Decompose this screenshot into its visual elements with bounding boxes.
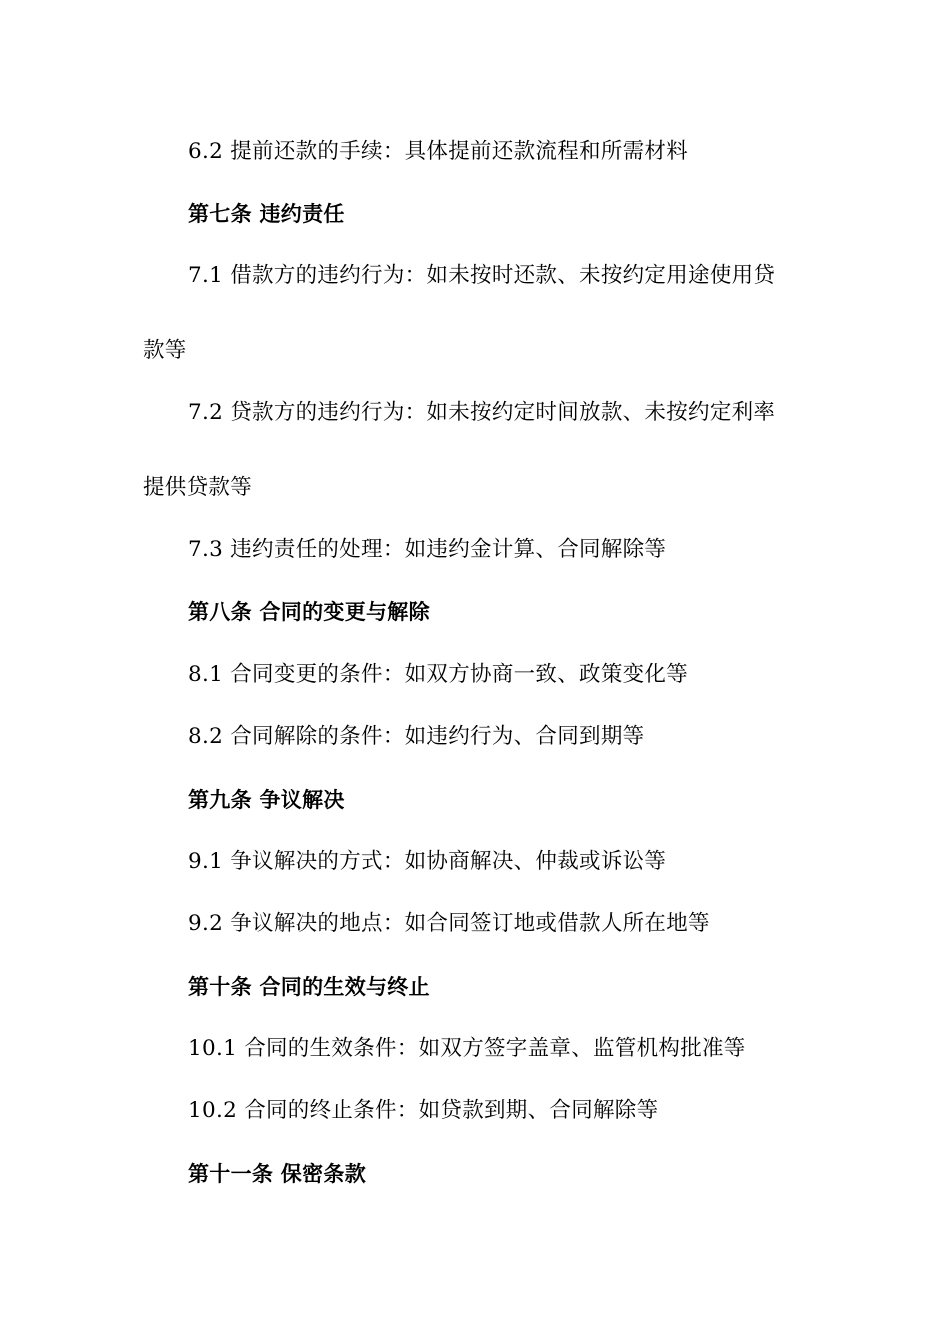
clause-7-1-continuation: 款等 [143, 338, 187, 363]
article-10-heading: 第十条 合同的生效与终止 [188, 975, 430, 999]
article-11-heading: 第十一条 保密条款 [188, 1162, 367, 1186]
clause-10-2: 10.2 合同的终止条件：如贷款到期、合同解除等 [188, 1098, 659, 1123]
clause-6-2: 6.2 提前还款的手续：具体提前还款流程和所需材料 [188, 139, 689, 164]
clause-8-2: 8.2 合同解除的条件：如违约行为、合同到期等 [188, 724, 645, 749]
article-8-heading: 第八条 合同的变更与解除 [188, 600, 430, 624]
clause-7-2-continuation: 提供贷款等 [143, 475, 253, 500]
clause-8-1: 8.1 合同变更的条件：如双方协商一致、政策变化等 [188, 662, 689, 687]
clause-7-2: 7.2 贷款方的违约行为：如未按约定时间放款、未按约定利率 [188, 400, 776, 425]
clause-7-1: 7.1 借款方的违约行为：如未按时还款、未按约定用途使用贷 [188, 263, 776, 288]
clause-9-1: 9.1 争议解决的方式：如协商解决、仲裁或诉讼等 [188, 849, 667, 874]
clause-9-2: 9.2 争议解决的地点：如合同签订地或借款人所在地等 [188, 911, 710, 936]
article-9-heading: 第九条 争议解决 [188, 788, 345, 812]
clause-7-3: 7.3 违约责任的处理：如违约金计算、合同解除等 [188, 537, 667, 562]
article-7-heading: 第七条 违约责任 [188, 202, 345, 226]
clause-10-1: 10.1 合同的生效条件：如双方签字盖章、监管机构批准等 [188, 1036, 746, 1061]
